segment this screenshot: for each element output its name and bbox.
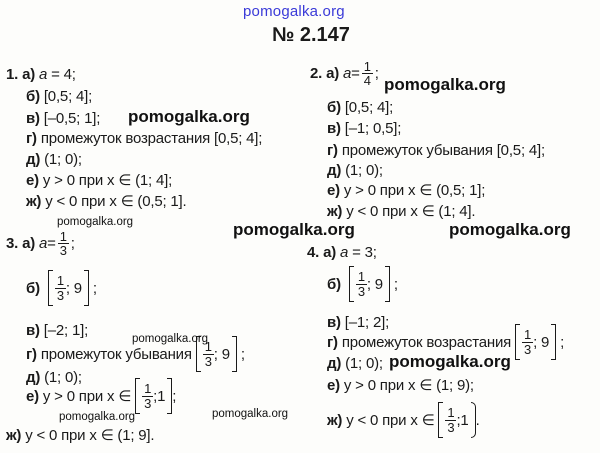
p4-zh-label: ж) bbox=[327, 411, 343, 429]
problem-title: № 2.147 bbox=[272, 24, 350, 46]
watermark-8: pomogalka.org bbox=[59, 411, 136, 423]
p3-b-rest: ; 9 bbox=[65, 279, 82, 297]
watermark-3: pomogalka.org bbox=[57, 216, 134, 228]
watermark-1: pomogalka.org bbox=[128, 107, 250, 126]
p3-g-end: ; bbox=[240, 345, 245, 363]
p4-a-var: a bbox=[340, 244, 349, 261]
p1-b-value: [0,5; 4]; bbox=[43, 88, 93, 105]
p3-a-var: a bbox=[39, 235, 48, 252]
p2-v-label: в) bbox=[327, 120, 341, 137]
watermark-2: pomogalka.org bbox=[384, 75, 506, 94]
p3-line-b bbox=[26, 270, 97, 306]
p3-e-num: 1 bbox=[144, 380, 152, 396]
p1-line-zh bbox=[26, 193, 186, 210]
p3-g-num: 1 bbox=[204, 338, 212, 354]
p2-g-value: промежуток убывания [0,5; 4]; bbox=[341, 142, 545, 159]
p4-v-label: в) bbox=[327, 314, 341, 331]
p2-v-value: [–1; 0,5]; bbox=[344, 120, 402, 137]
watermark-7: pomogalka.org bbox=[389, 352, 511, 371]
p2-d-value: (1; 0); bbox=[345, 162, 383, 179]
p3-e-value: y > 0 при x ∈ bbox=[42, 387, 132, 405]
p3-a-end: ; bbox=[70, 235, 75, 252]
p4-zh-end: . bbox=[475, 411, 480, 429]
p2-e-label: е) bbox=[327, 182, 340, 199]
p2-line-a bbox=[310, 60, 379, 87]
p2-line-b bbox=[327, 99, 393, 116]
p4-b-rest: ; 9 bbox=[366, 275, 383, 293]
p3-v-label: в) bbox=[26, 322, 40, 339]
p2-line-d bbox=[327, 162, 383, 179]
p3-e-end: ; bbox=[172, 387, 177, 405]
p4-line-a bbox=[307, 244, 377, 261]
p4-zh-interval bbox=[438, 402, 475, 438]
p3-a-num: 1 bbox=[59, 229, 67, 244]
p3-b-fraction bbox=[55, 274, 66, 303]
watermark-5: pomogalka.org bbox=[449, 220, 571, 239]
watermark-9: pomogalka.org bbox=[212, 408, 289, 420]
p4-g-fraction bbox=[522, 328, 533, 357]
p3-e-interval bbox=[135, 378, 172, 414]
p3-number: 3. bbox=[6, 235, 19, 252]
p1-d-value: (1; 0); bbox=[44, 151, 82, 168]
p2-g-label: г) bbox=[327, 142, 338, 159]
p2-a-var: a bbox=[343, 65, 352, 82]
p3-line-e bbox=[26, 378, 176, 414]
p1-line-e bbox=[26, 172, 172, 189]
p3-a-label: а) bbox=[22, 235, 36, 252]
p1-line-d bbox=[26, 151, 82, 168]
p1-line-v bbox=[26, 110, 100, 127]
p4-zh-value: y < 0 при x ∈ bbox=[346, 411, 435, 429]
p3-e-fraction bbox=[142, 382, 153, 411]
p1-line-g bbox=[26, 130, 262, 147]
p4-zh-num: 1 bbox=[447, 404, 455, 420]
p1-number: 1. bbox=[6, 66, 19, 83]
p3-a-fraction bbox=[58, 230, 69, 257]
p2-line-zh bbox=[327, 203, 475, 220]
p1-a-var: a bbox=[39, 66, 48, 83]
p3-line-zh bbox=[6, 427, 154, 444]
p4-a-value: = 3; bbox=[348, 244, 377, 261]
p1-line-a bbox=[6, 66, 76, 83]
p4-b-interval bbox=[349, 266, 390, 302]
p3-g-value: промежуток убывания bbox=[40, 345, 192, 363]
p3-zh-label: ж) bbox=[6, 427, 22, 444]
watermark-4: pomogalka.org bbox=[233, 220, 355, 239]
p4-g-den: 3 bbox=[524, 341, 532, 357]
p2-line-g bbox=[327, 142, 545, 159]
p3-g-den: 3 bbox=[204, 353, 212, 369]
p1-d-label: д) bbox=[26, 151, 41, 168]
p4-b-num: 1 bbox=[357, 268, 365, 284]
p1-e-value: y > 0 при x ∈ (1; 4]; bbox=[42, 172, 173, 189]
p2-d-label: д) bbox=[327, 162, 342, 179]
p3-d-value: (1; 0); bbox=[44, 369, 82, 386]
p3-g-label: г) bbox=[26, 345, 37, 363]
p2-a-num: 1 bbox=[363, 59, 371, 74]
p4-b-den: 3 bbox=[357, 283, 365, 299]
p4-a-label: а) bbox=[323, 244, 337, 261]
p3-v-value: [–2; 1]; bbox=[43, 322, 89, 339]
p1-zh-label: ж) bbox=[26, 193, 42, 210]
p4-line-d bbox=[327, 355, 383, 372]
p3-a-den: 3 bbox=[59, 243, 67, 258]
p1-g-value: промежуток возрастания [0,5; 4]; bbox=[40, 130, 263, 147]
p1-v-value: [–0,5; 1]; bbox=[43, 110, 101, 127]
p1-line-b bbox=[26, 88, 92, 105]
p3-d-label: д) bbox=[26, 369, 41, 386]
p2-b-label: б) bbox=[327, 99, 341, 116]
p1-v-label: в) bbox=[26, 110, 40, 127]
p2-a-end: ; bbox=[374, 65, 379, 82]
p4-g-rest: ; 9 bbox=[533, 333, 550, 351]
p3-e-rest: ;1 bbox=[153, 387, 166, 405]
p3-b-interval bbox=[48, 270, 89, 306]
p1-b-label: б) bbox=[26, 88, 40, 105]
p4-v-value: [–1; 2]; bbox=[344, 314, 390, 331]
p4-g-interval bbox=[515, 324, 556, 360]
p2-zh-value: y < 0 при x ∈ (1; 4]. bbox=[346, 203, 476, 220]
p2-b-value: [0,5; 4]; bbox=[344, 99, 394, 116]
p4-zh-fraction bbox=[445, 406, 456, 435]
p1-zh-value: y < 0 при x ∈ (0,5; 1]. bbox=[45, 193, 187, 210]
p4-e-label: е) bbox=[327, 377, 340, 394]
p2-line-v bbox=[327, 120, 401, 137]
p4-g-num: 1 bbox=[524, 326, 532, 342]
p4-b-end: ; bbox=[393, 275, 398, 293]
p4-line-b bbox=[327, 266, 398, 302]
p4-b-fraction bbox=[356, 270, 367, 299]
p1-g-label: г) bbox=[26, 130, 37, 147]
p4-g-end: ; bbox=[560, 333, 565, 351]
p4-number: 4. bbox=[307, 244, 320, 261]
p1-a-label: а) bbox=[22, 66, 36, 83]
p2-a-den: 4 bbox=[363, 73, 371, 88]
p3-zh-value: y < 0 при x ∈ (1; 9]. bbox=[25, 427, 155, 444]
p3-e-label: е) bbox=[26, 387, 39, 405]
p4-g-label: г) bbox=[327, 333, 338, 351]
p4-b-label: б) bbox=[327, 275, 341, 293]
watermark-top: pomogalka.org bbox=[243, 3, 345, 20]
p3-g-rest: ; 9 bbox=[213, 345, 230, 363]
p4-d-value: (1; 0); bbox=[345, 355, 383, 372]
p2-e-value: y > 0 при x ∈ (0,5; 1]; bbox=[343, 182, 486, 199]
p4-line-zh bbox=[327, 402, 480, 438]
p2-number: 2. bbox=[310, 65, 323, 82]
p2-zh-label: ж) bbox=[327, 203, 343, 220]
p3-b-label: б) bbox=[26, 279, 40, 297]
p4-line-e bbox=[327, 377, 474, 394]
p1-a-value: = 4; bbox=[47, 66, 76, 83]
p3-line-a bbox=[6, 230, 75, 257]
p2-a-label: а) bbox=[326, 65, 340, 82]
p4-d-label: д) bbox=[327, 355, 342, 372]
p3-b-num: 1 bbox=[56, 272, 64, 288]
p3-e-den: 3 bbox=[144, 395, 152, 411]
p4-zh-den: 3 bbox=[447, 419, 455, 435]
watermark-6: pomogalka.org bbox=[132, 333, 209, 345]
p3-a-eq: = bbox=[47, 235, 56, 252]
p1-e-label: е) bbox=[26, 172, 39, 189]
p4-zh-rest: ;1 bbox=[456, 411, 469, 429]
p3-b-end: ; bbox=[92, 279, 97, 297]
p3-b-den: 3 bbox=[56, 287, 64, 303]
p4-e-value: y > 0 при x ∈ (1; 9); bbox=[343, 377, 474, 394]
p2-a-eq: = bbox=[351, 65, 360, 82]
p4-g-value: промежуток возрастания bbox=[341, 333, 512, 351]
p2-a-fraction bbox=[362, 60, 373, 87]
p2-line-e bbox=[327, 182, 485, 199]
